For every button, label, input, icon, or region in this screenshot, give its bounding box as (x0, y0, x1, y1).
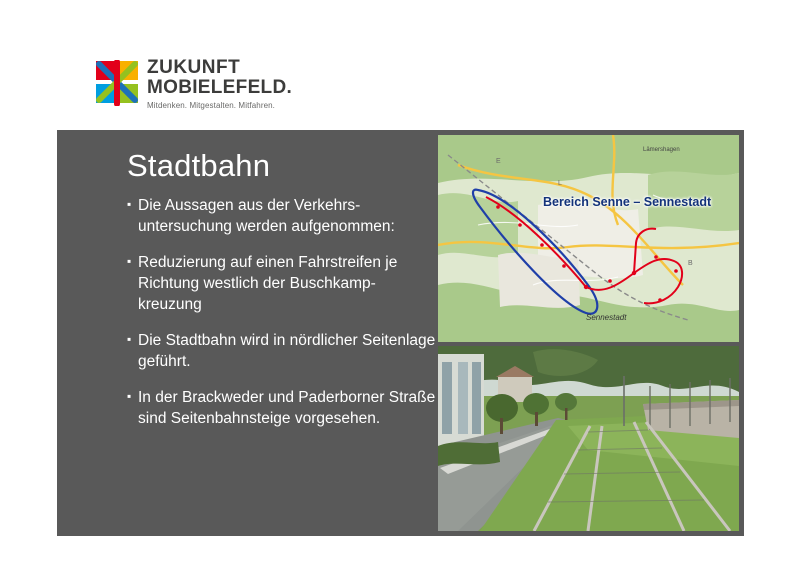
svg-text:L: L (558, 180, 562, 187)
logo-wordmark (147, 58, 292, 112)
list-item: ▪ Reduzierung auf einen Fahrstreifen je Richtung westlich der Buschkamp-kreuzung (127, 252, 437, 315)
map-area-label: Bereich Senne – Sennestadt (543, 195, 712, 209)
list-item: ▪ In der Brackweder und Paderborner Straße sind Seitenbahnsteige vorgesehen. (127, 387, 437, 429)
list-item: ▪ Die Aussagen aus der Verkehrs-untersuchung werden aufgenommen: (127, 195, 437, 237)
bullet-list (127, 195, 437, 444)
logo-line-mobielefeld: MOBIELEFELD. (147, 77, 293, 98)
map-small-label-bottom: Sennestadt (586, 313, 627, 322)
zukunft-mobielefeld-logo-icon (95, 60, 141, 106)
map-senne-sennestadt (438, 135, 739, 342)
svg-text:E: E (496, 158, 501, 165)
map-small-label-top: Lämershagen (643, 147, 680, 153)
logo-tagline: Mitdenken. Mitgestalten. Mitfahren. (147, 101, 276, 110)
photo-graphic (438, 346, 739, 531)
map-graphic (438, 135, 739, 342)
logo (95, 58, 310, 113)
svg-text:B: B (688, 260, 693, 267)
logo-line-zukunft: ZUKUNFT (147, 57, 241, 78)
page-title: Stadtbahn (127, 148, 271, 183)
photo-tram-track-street (438, 346, 739, 531)
list-item: ▪ Die Stadtbahn wird in nördlicher Seitenlage geführt. (127, 330, 437, 372)
content-panel (57, 130, 744, 536)
